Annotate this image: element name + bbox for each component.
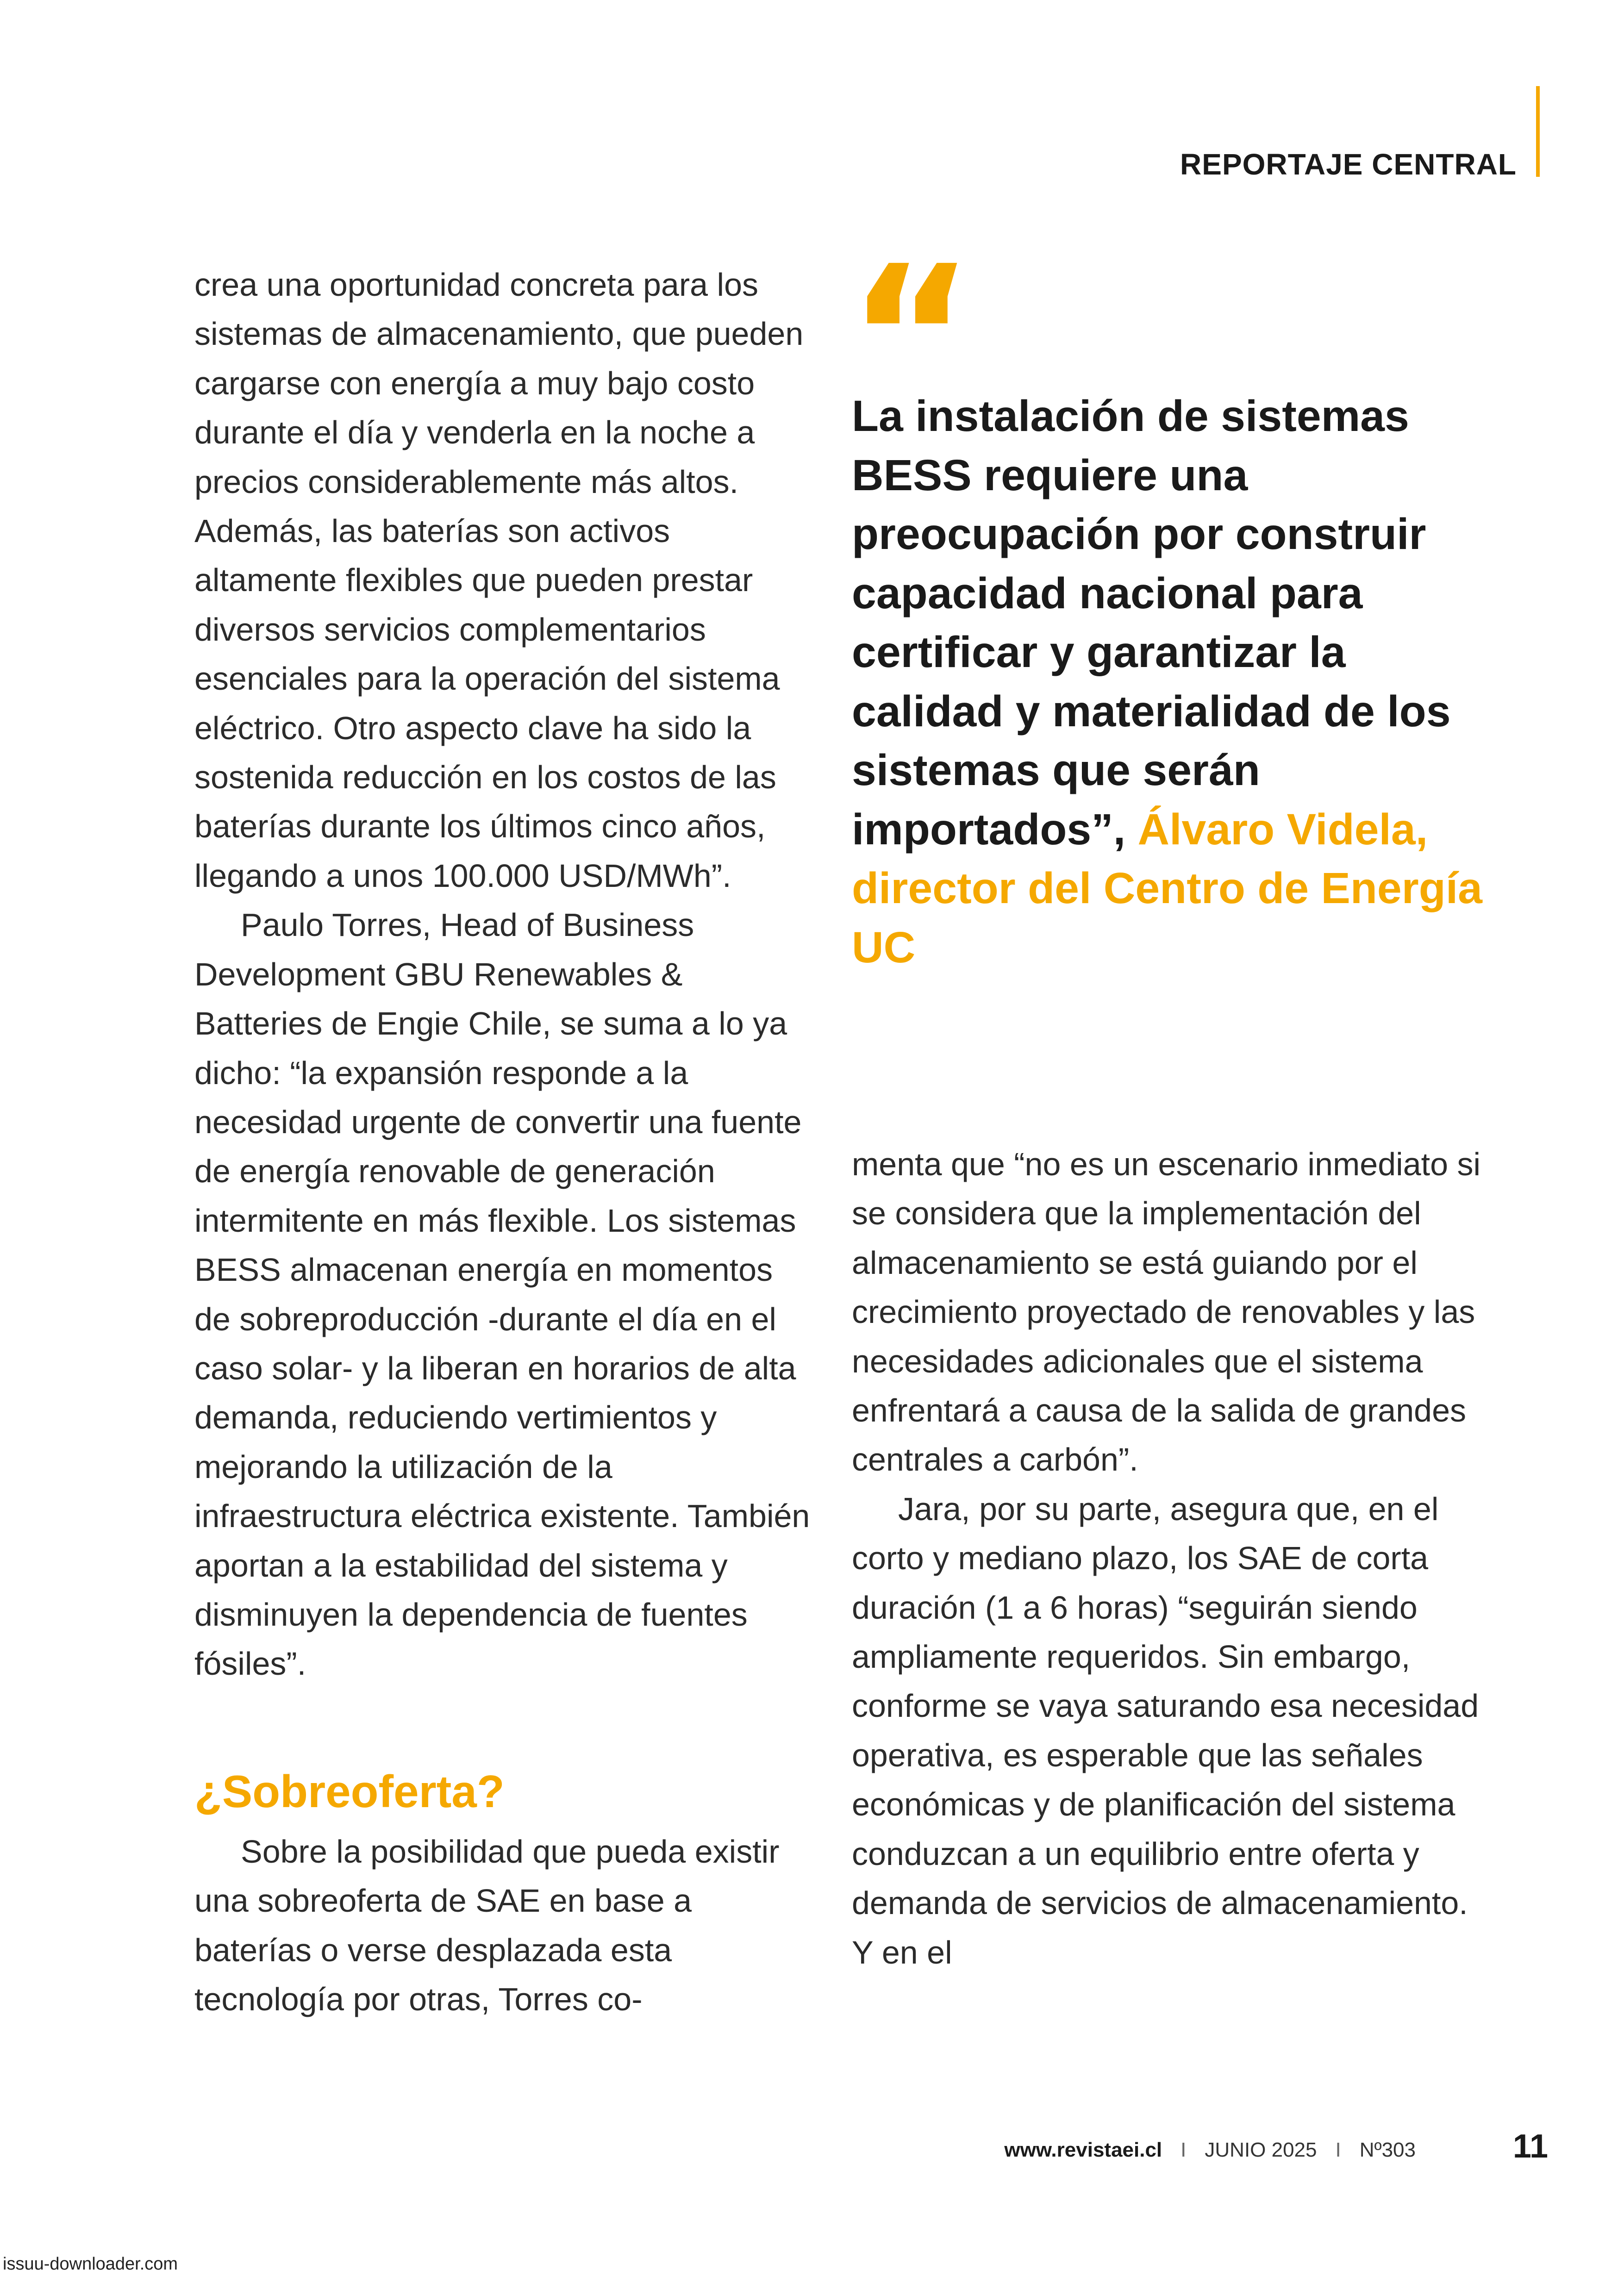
section-label: REPORTAJE CENTRAL — [1180, 148, 1517, 181]
accent-rule — [1536, 86, 1540, 177]
page-footer — [1004, 2139, 1416, 2162]
left-column-body — [194, 260, 815, 1689]
paragraph: Sobre la posibilidad que pueda existir una sobreoferta de SAE en base a baterías o verse desplazada esta tecnología por otras, Torres co- — [194, 1834, 780, 2018]
subheading: ¿Sobreoferta? — [194, 1766, 505, 1817]
footer-issue-number: Nº303 — [1359, 2139, 1416, 2161]
paragraph: Jara, por su parte, asegura que, en el corto y mediano plazo, los SAE de corta duración (1 a 6 horas) “seguirán siendo ampliamente requeridos. Sin embargo, conforme se vaya saturando esa necesidad operativa, es esperable que las señales económicas y de planificación del sistema conduzcan a un equilibrio entre oferta y demanda de servicios de almacenamiento. Y en el — [852, 1491, 1479, 1971]
watermark: issuu-downloader.com — [3, 2254, 178, 2274]
paragraph: menta que “no es un escenario inmediato si se considera que la implementación del almacenamiento se está guiando por el crecimiento proyectado de renovables y las necesidades adicionales que el sistema enfrentará a causa de la salida de grandes centrales a carbón”. — [852, 1146, 1481, 1478]
pull-quote-text: La instalación de sistemas BESS requiere una preocupación por construir capacidad nacional para certificar y garantizar la calidad y materialidad de los sistemas que serán importados”, — [852, 392, 1451, 854]
footer-site-link[interactable]: www.revistaei.cl — [1004, 2139, 1162, 2161]
quote-mark-icon: “ — [847, 225, 975, 451]
pull-quote — [852, 387, 1491, 977]
paragraph: Paulo Torres, Head of Business Development GBU Renewables & Batteries de Engie Chile, se suma a lo ya dicho: “la expansión responde a la necesidad urgente de convertir una fuente de energía renovable de generación intermitente en más flexible. Los sistemas BESS almacenan energía en momentos de sobreproducción -durante el día en el caso solar- y la liberan en horarios de alta demanda, reduciendo vertimientos y mejorando la utilización de la infraestructura eléctrica existente. También aportan a la estabilidad del sistema y disminuyen la dependencia de fuentes fósiles”. — [194, 907, 810, 1682]
footer-issue-date: JUNIO 2025 — [1205, 2139, 1317, 2161]
left-column-continuation — [194, 1827, 815, 2024]
pull-quote-attribution: Álvaro Videla, director del Centro de Energía UC — [852, 804, 1482, 972]
paragraph: crea una oportunidad concreta para los sistemas de almacenamiento, que pueden cargarse con energía a muy bajo costo durante el día y venderla en la noche a precios considerablemente más altos. Además, las baterías son activos altamente flexibles que pueden prestar diversos servicios complementarios esenciales para la operación del sistema eléctrico. Otro aspecto clave ha sido la sostenida reducción en los costos de las baterías durante los últimos cinco años, llegando a unos 100.000 USD/MWh”. — [194, 267, 804, 894]
right-column-body — [852, 1140, 1486, 1977]
page-number: 11 — [1512, 2128, 1548, 2165]
footer-separator: I — [1181, 2139, 1187, 2161]
footer-separator: I — [1335, 2139, 1341, 2161]
